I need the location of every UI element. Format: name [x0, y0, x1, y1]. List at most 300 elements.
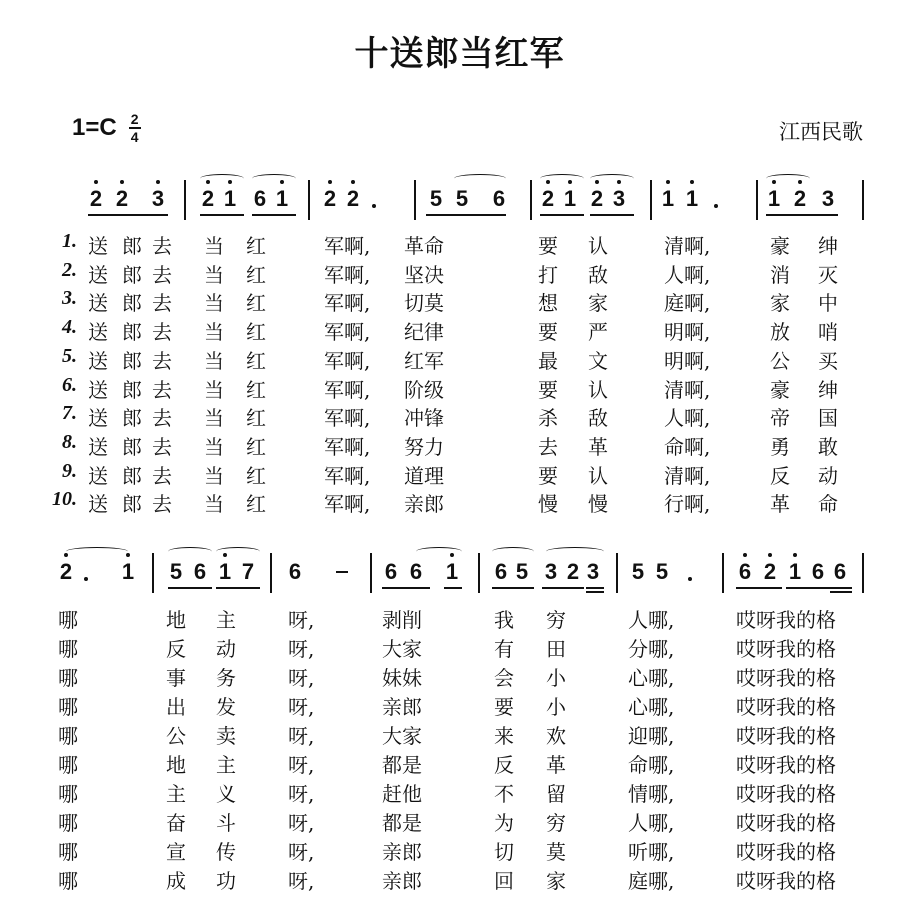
beam-underline	[540, 214, 584, 216]
lyric-word: 听哪,	[628, 840, 675, 864]
verse-row	[0, 287, 919, 315]
lyric-word: 军啊,	[324, 492, 371, 517]
beam-underline	[88, 214, 168, 216]
lyric-word: 地	[166, 608, 186, 632]
high-octave-dot	[666, 180, 670, 184]
verse-row	[0, 778, 919, 806]
lyric-word: 亲郎	[382, 695, 422, 719]
verse-number: 2.	[62, 258, 77, 281]
lyric-word: 哪	[58, 666, 78, 690]
lyric-word: 严	[588, 320, 608, 345]
lyric-word: 呀,	[288, 869, 315, 893]
staff-2-note: 5	[631, 559, 645, 584]
lyric-word: 都是	[382, 811, 422, 835]
lyric-word: 有	[494, 637, 514, 661]
lyric-word: 哪	[58, 695, 78, 719]
high-octave-dot	[793, 553, 797, 557]
lyric-word: 哎呀我的格	[736, 666, 836, 690]
staff-1-note: 1	[563, 186, 577, 211]
lyric-word: 想	[538, 291, 558, 316]
staff-2-note: 2	[763, 559, 777, 584]
lyric-word: 慢	[588, 492, 608, 517]
lyric-word: 郎	[122, 492, 142, 517]
beam-underline	[590, 214, 634, 216]
verse-row	[0, 633, 919, 661]
lyric-word: 主	[216, 608, 236, 632]
lyric-word: 哎呀我的格	[736, 695, 836, 719]
lyric-word: 当	[204, 463, 224, 488]
lyric-word: 人哪,	[628, 811, 675, 835]
lyric-word: 要	[538, 463, 558, 488]
lyric-word: 灭	[818, 262, 838, 287]
lyric-word: 军啊,	[324, 434, 371, 459]
slur-mark	[200, 174, 244, 183]
lyric-word: 务	[216, 666, 236, 690]
lyric-word: 穷	[546, 608, 566, 632]
lyric-word: 敌	[588, 406, 608, 431]
staff-1-note: 5	[455, 186, 469, 211]
time-signature-bottom: 4	[130, 129, 139, 145]
song-origin: 江西民歌	[779, 120, 863, 144]
slur-mark	[168, 547, 212, 556]
staff-2-note: 1	[788, 559, 802, 584]
lyric-word: 军啊,	[324, 320, 371, 345]
lyric-word: 要	[538, 320, 558, 345]
lyric-word: 道理	[404, 463, 444, 488]
bar-line	[650, 180, 652, 220]
lyric-word: 哨	[818, 320, 838, 345]
lyric-word: 功	[216, 869, 236, 893]
lyric-word: 公	[166, 724, 186, 748]
lyric-word: 呀,	[288, 782, 315, 806]
lyric-word: 勇	[770, 434, 790, 459]
verse-number: 10.	[52, 488, 77, 511]
notation-staff-2	[0, 553, 919, 593]
lyric-word: 去	[152, 463, 172, 488]
lyric-word: 认	[588, 234, 608, 258]
key-text: 1=C	[72, 114, 117, 141]
slur-mark	[546, 547, 604, 556]
time-signature-top: 2	[130, 111, 139, 127]
verse-number: 4.	[62, 316, 77, 339]
staff-1-note: 3	[821, 186, 835, 211]
lyric-word: 郎	[122, 463, 142, 488]
lyric-word: 命哪,	[628, 753, 675, 777]
staff-1-note: 2	[89, 186, 103, 211]
slur-mark	[216, 547, 260, 556]
verse-row	[0, 662, 919, 690]
lyric-word: 慢	[538, 492, 558, 517]
lyric-word: 革	[546, 753, 566, 777]
staff-1-note: 6	[492, 186, 506, 211]
lyric-word: 去	[152, 262, 172, 287]
verse-row	[0, 259, 919, 287]
lyric-word: 义	[216, 782, 236, 806]
lyric-word: 赶他	[382, 782, 422, 806]
lyric-word: 打	[538, 262, 558, 287]
staff-1-note: 2	[323, 186, 337, 211]
key-signature	[72, 112, 141, 144]
lyric-word: 反	[770, 463, 790, 488]
lyric-word: 当	[204, 291, 224, 316]
beam-underline	[252, 214, 296, 216]
staff-1-note: 1	[685, 186, 699, 211]
staff-2-note: 3	[586, 559, 600, 584]
lyric-word: 帝	[770, 406, 790, 431]
staff-1-note: 2	[793, 186, 807, 211]
lyric-word: 切	[494, 840, 514, 864]
augmentation-dot	[688, 577, 692, 581]
lyric-word: 斗	[216, 811, 236, 835]
lyric-word: 革命	[404, 234, 444, 258]
lyric-word: 送	[88, 320, 108, 345]
lyric-word: 哪	[58, 637, 78, 661]
staff-1-note: 1	[223, 186, 237, 211]
slur-mark	[252, 174, 296, 183]
lyric-word: 送	[88, 262, 108, 287]
lyric-word: 要	[494, 695, 514, 719]
lyric-word: 送	[88, 377, 108, 402]
lyric-word: 情哪,	[628, 782, 675, 806]
lyric-word: 当	[204, 406, 224, 431]
beam-underline	[586, 587, 604, 589]
lyric-word: 心哪,	[628, 695, 675, 719]
verse-row	[0, 720, 919, 748]
lyric-word: 庭啊,	[664, 291, 711, 316]
bar-line	[862, 553, 864, 593]
augmentation-dot	[372, 204, 376, 208]
lyric-word: 切莫	[404, 291, 444, 316]
lyric-word: 去	[152, 434, 172, 459]
high-octave-dot	[328, 180, 332, 184]
lyric-word: 国	[818, 406, 838, 431]
lyric-word: 红	[246, 262, 266, 287]
staff-1-note: 1	[661, 186, 675, 211]
notation-staff-1	[0, 180, 919, 220]
lyric-word: 人啊,	[664, 406, 711, 431]
staff-1-note: 3	[612, 186, 626, 211]
beam-underline	[200, 214, 244, 216]
lyric-word: 当	[204, 348, 224, 373]
lyric-word: 郎	[122, 434, 142, 459]
slur-mark	[416, 547, 462, 556]
lyric-word: 送	[88, 492, 108, 517]
staff-1-note: 2	[541, 186, 555, 211]
lyric-word: 冲锋	[404, 406, 444, 431]
staff-2-note: 7	[241, 559, 255, 584]
staff-2-note: 6	[738, 559, 752, 584]
lyric-word: 迎哪,	[628, 724, 675, 748]
lyric-word: 中	[818, 291, 838, 316]
lyric-word: 红	[246, 348, 266, 373]
lyric-word: 奋	[166, 811, 186, 835]
beam-underline	[542, 587, 584, 589]
verse-row	[0, 749, 919, 777]
lyric-word: 呀,	[288, 695, 315, 719]
lyric-word: 人啊,	[664, 262, 711, 287]
staff-2-note: 6	[811, 559, 825, 584]
staff-2-note: 2	[59, 559, 73, 584]
lyric-word: 绅	[818, 234, 838, 258]
lyric-word: 军啊,	[324, 406, 371, 431]
lyric-word: 军啊,	[324, 262, 371, 287]
lyric-word: 去	[152, 377, 172, 402]
lyric-word: 阶级	[404, 377, 444, 402]
high-octave-dot	[743, 553, 747, 557]
beam-underline	[492, 587, 534, 589]
bar-line	[270, 553, 272, 593]
staff-1-note: 1	[767, 186, 781, 211]
lyric-word: 要	[538, 234, 558, 258]
lyric-word: 行啊,	[664, 492, 711, 517]
lyric-word: 红军	[404, 348, 444, 373]
slur-mark	[66, 547, 128, 556]
staff-1-note: 6	[253, 186, 267, 211]
lyric-word: 哪	[58, 869, 78, 893]
lyric-word: 放	[770, 320, 790, 345]
beam-underline	[168, 587, 212, 589]
lyric-word: 传	[216, 840, 236, 864]
lyric-word: 出	[166, 695, 186, 719]
verse-row	[0, 836, 919, 864]
lyric-word: 我	[494, 608, 514, 632]
lyric-word: 努力	[404, 434, 444, 459]
lyric-word: 去	[152, 291, 172, 316]
lyric-word: 不	[494, 782, 514, 806]
lyric-word: 豪	[770, 377, 790, 402]
lyric-word: 大家	[382, 724, 422, 748]
lyric-word: 主	[166, 782, 186, 806]
high-octave-dot	[351, 180, 355, 184]
lyric-word: 呀,	[288, 637, 315, 661]
lyric-word: 哪	[58, 724, 78, 748]
staff-2-note: 1	[218, 559, 232, 584]
staff-2-note: 6	[409, 559, 423, 584]
lyric-word: 革	[588, 434, 608, 459]
lyric-word: 文	[588, 348, 608, 373]
lyric-word: 要	[538, 377, 558, 402]
lyric-word: 军啊,	[324, 348, 371, 373]
lyric-word: 送	[88, 434, 108, 459]
lyric-word: 主	[216, 753, 236, 777]
lyric-word: 红	[246, 320, 266, 345]
verse-row	[0, 807, 919, 835]
lyric-word: 呀,	[288, 666, 315, 690]
bar-line	[152, 553, 154, 593]
lyric-word: 欢	[546, 724, 566, 748]
staff-2-note: 6	[193, 559, 207, 584]
lyric-word: 郎	[122, 320, 142, 345]
lyric-word: 清啊,	[664, 377, 711, 402]
lyric-word: 家	[588, 291, 608, 316]
lyric-word: 庭哪,	[628, 869, 675, 893]
lyric-word: 哎呀我的格	[736, 724, 836, 748]
verse-number: 1.	[62, 230, 77, 252]
lyric-word: 买	[818, 348, 838, 373]
augmentation-dot	[84, 577, 88, 581]
lyric-word: 哎呀我的格	[736, 782, 836, 806]
slur-mark	[492, 547, 534, 556]
lyric-word: 革	[770, 492, 790, 517]
lyric-word: 当	[204, 492, 224, 517]
lyric-word: 清啊,	[664, 234, 711, 258]
verse-number: 3.	[62, 287, 77, 310]
lyric-word: 哪	[58, 608, 78, 632]
verse-row	[0, 488, 919, 516]
lyric-word: 呀,	[288, 608, 315, 632]
staff-2-note: 5	[515, 559, 529, 584]
lyric-word: 哎呀我的格	[736, 753, 836, 777]
lyric-word: 反	[494, 753, 514, 777]
bar-line	[616, 553, 618, 593]
lyric-word: 去	[152, 406, 172, 431]
lyric-word: 公	[770, 348, 790, 373]
time-signature	[129, 112, 141, 144]
verse-row	[0, 865, 919, 893]
staff-2-note: 2	[566, 559, 580, 584]
lyric-word: 清啊,	[664, 463, 711, 488]
verse-row	[0, 431, 919, 459]
lyric-word: 反	[166, 637, 186, 661]
lyric-word: 郎	[122, 262, 142, 287]
staff-1-note: 2	[346, 186, 360, 211]
staff-2-note: 6	[288, 559, 302, 584]
lyric-word: 坚决	[404, 262, 444, 287]
verse-row	[0, 691, 919, 719]
bar-line	[370, 553, 372, 593]
lyric-word: 呀,	[288, 840, 315, 864]
lyric-word: 哪	[58, 782, 78, 806]
lyric-word: 纪律	[404, 320, 444, 345]
verse-number: 9.	[62, 459, 77, 482]
lyric-word: 亲郎	[382, 840, 422, 864]
staff-1-note: 2	[590, 186, 604, 211]
lyric-word: 郎	[122, 377, 142, 402]
beam-underline	[766, 214, 838, 216]
lyric-word: 红	[246, 492, 266, 517]
lyric-word: 最	[538, 348, 558, 373]
lyric-word: 动	[818, 463, 838, 488]
lyric-word: 敌	[588, 262, 608, 287]
staff-1-note: 2	[115, 186, 129, 211]
staff-2-note: 1	[121, 559, 135, 584]
beam-underline	[382, 587, 430, 589]
staff-2-note: 6	[494, 559, 508, 584]
lyric-word: 命	[818, 492, 838, 517]
staff-2-note: 1	[445, 559, 459, 584]
lyric-word: 亲郎	[382, 869, 422, 893]
bar-line	[414, 180, 416, 220]
lyric-word: 哪	[58, 840, 78, 864]
lyric-word: 郎	[122, 291, 142, 316]
lyric-word: 送	[88, 291, 108, 316]
verse-number: 5.	[62, 344, 77, 367]
lyric-word: 去	[152, 234, 172, 258]
lyric-word: 卖	[216, 724, 236, 748]
verse-row	[0, 374, 919, 402]
lyric-word: 去	[538, 434, 558, 459]
lyric-word: 送	[88, 406, 108, 431]
lyric-word: 地	[166, 753, 186, 777]
bar-line	[478, 553, 480, 593]
lyric-word: 穷	[546, 811, 566, 835]
lyric-word: 当	[204, 434, 224, 459]
verse-row	[0, 604, 919, 632]
verse-row	[0, 460, 919, 488]
lyric-word: 为	[494, 811, 514, 835]
lyric-word: 动	[216, 637, 236, 661]
lyric-word: 明啊,	[664, 348, 711, 373]
lyric-word: 大家	[382, 637, 422, 661]
lyric-word: 当	[204, 234, 224, 258]
beam-underline	[444, 587, 462, 589]
song-title: 十送郎当红军	[354, 34, 565, 74]
staff-2-note: 5	[169, 559, 183, 584]
beam-underline	[426, 214, 506, 216]
lyric-word: 都是	[382, 753, 422, 777]
lyric-word: 哎呀我的格	[736, 637, 836, 661]
verse-row	[0, 316, 919, 344]
bar-line	[756, 180, 758, 220]
augmentation-dot	[714, 204, 718, 208]
lyric-word: 明啊,	[664, 320, 711, 345]
lyric-word: 命啊,	[664, 434, 711, 459]
sustain-dash	[336, 571, 348, 573]
lyric-word: 会	[494, 666, 514, 690]
lyric-word: 红	[246, 406, 266, 431]
verse-number: 8.	[62, 430, 77, 453]
lyric-word: 绅	[818, 377, 838, 402]
lyric-word: 家	[770, 291, 790, 316]
lyric-word: 来	[494, 724, 514, 748]
bar-line	[530, 180, 532, 220]
lyric-word: 妹妹	[382, 666, 422, 690]
staff-2-note: 5	[655, 559, 669, 584]
bar-line	[862, 180, 864, 220]
staff-1-note: 1	[275, 186, 289, 211]
lyric-word: 豪	[770, 234, 790, 258]
staff-1-note: 5	[429, 186, 443, 211]
lyric-word: 宣	[166, 840, 186, 864]
high-octave-dot	[120, 180, 124, 184]
high-octave-dot	[768, 553, 772, 557]
lyric-word: 认	[588, 463, 608, 488]
lyric-word: 小	[546, 666, 566, 690]
lyric-word: 郎	[122, 406, 142, 431]
lyric-word: 家	[546, 869, 566, 893]
lyric-word: 当	[204, 377, 224, 402]
staff-2-note: 6	[384, 559, 398, 584]
beam-underline	[830, 591, 852, 593]
lyric-word: 军啊,	[324, 463, 371, 488]
lyric-word: 哎呀我的格	[736, 840, 836, 864]
lyric-word: 当	[204, 262, 224, 287]
lyric-word: 呀,	[288, 724, 315, 748]
lyric-word: 亲郎	[404, 492, 444, 517]
lyric-word: 红	[246, 377, 266, 402]
staff-1-note: 3	[151, 186, 165, 211]
lyric-word: 红	[246, 434, 266, 459]
lyric-word: 呀,	[288, 811, 315, 835]
lyric-word: 人哪,	[628, 608, 675, 632]
lyric-word: 田	[546, 637, 566, 661]
verse-number: 7.	[62, 402, 77, 425]
beam-underline	[586, 591, 604, 593]
lyric-word: 心哪,	[628, 666, 675, 690]
slur-mark	[454, 174, 506, 183]
lyric-word: 红	[246, 234, 266, 258]
staff-2-note: 3	[544, 559, 558, 584]
